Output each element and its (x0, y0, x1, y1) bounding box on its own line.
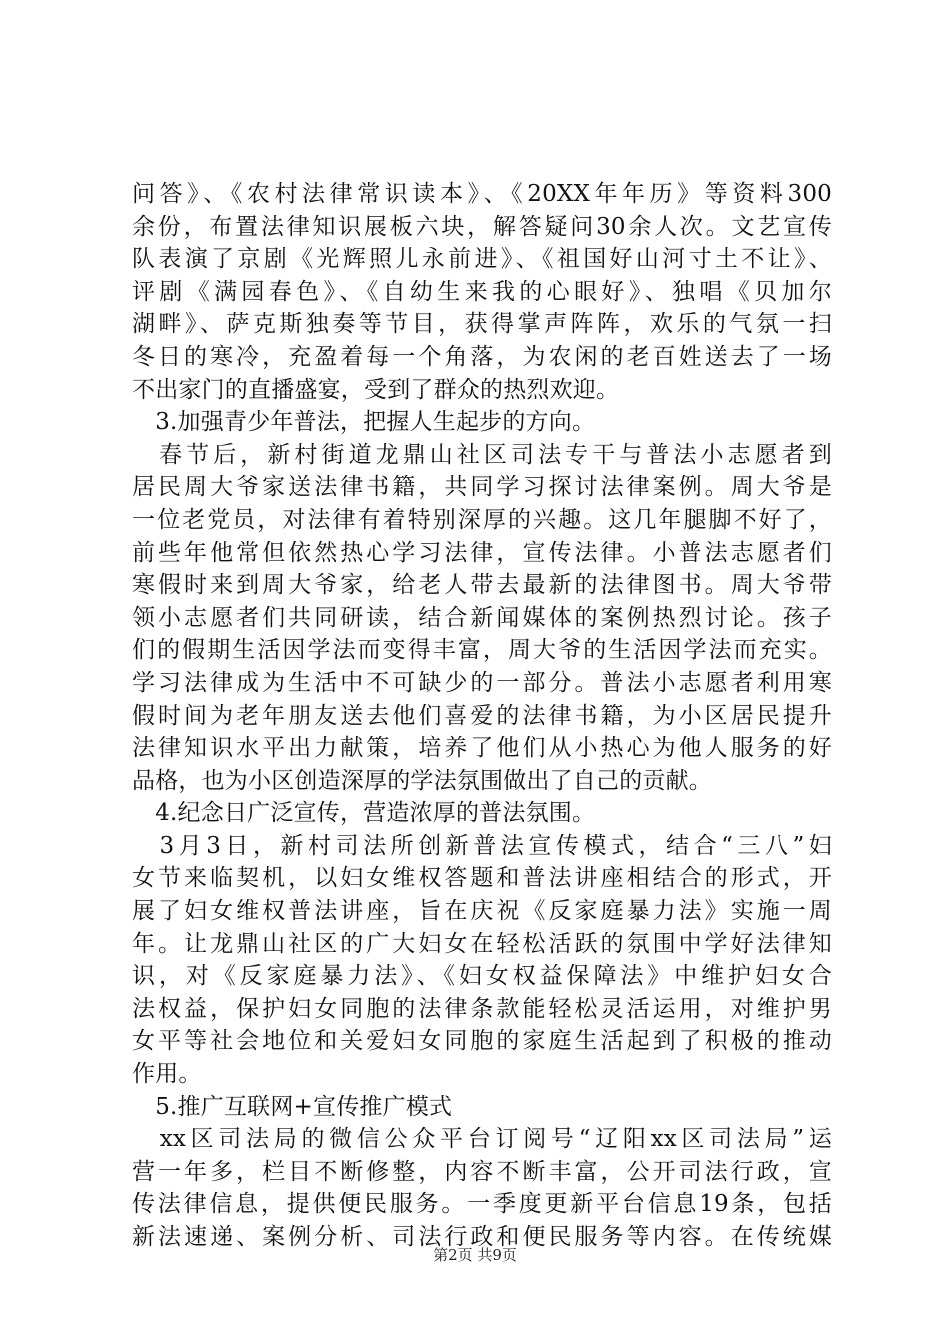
text-line: 营一年多，栏目不断修整，内容不断丰富，公开司法行政，宣 (132, 1158, 832, 1185)
text-line: 传法律信息，提供便民服务。一季度更新平台信息19条，包括 (132, 1191, 832, 1218)
text-line: 余份，布置法律知识展板六块，解答疑问30余人次。文艺宣传 (132, 213, 832, 240)
text-line: 法权益，保护妇女同胞的法律条款能轻松灵活运用，对维护男 (132, 995, 832, 1022)
text-line: 3月3日，新村司法所创新普法宣传模式，结合“三八”妇 (132, 832, 832, 859)
text-line: 年。让龙鼎山社区的广大妇女在轻松活跃的氛围中学好法律知 (132, 930, 832, 957)
text-line: 假时间为老年朋友送去他们喜爱的法律书籍，为小区居民提升 (132, 702, 832, 729)
text-line: 寒假时来到周大爷家，给老人带去最新的法律图书。周大爷带 (132, 572, 832, 599)
text-line: 前些年他常但依然热心学习法律，宣传法律。小普法志愿者们 (132, 539, 832, 566)
text-line: 们的假期生活因学法而变得丰富，周大爷的生活因学法而充实。 (132, 637, 832, 664)
text-line: 法律知识水平出力献策，培养了他们从小热心为他人服务的好 (132, 735, 832, 762)
text-line: 识，对《反家庭暴力法》、《妇女权益保障法》中维护妇女合 (132, 963, 832, 990)
text-line: 学习法律成为生活中不可缺少的一部分。普法小志愿者利用寒 (132, 669, 832, 696)
text-line: 新法速递、案例分析、司法行政和便民服务等内容。在传统媒 (132, 1224, 832, 1250)
section-heading: 4.纪念日广泛宣传，营造浓厚的普法氛围。 (132, 800, 596, 827)
document-body (132, 178, 832, 1254)
page-footer (0, 1245, 950, 1265)
text-line: 女节来临契机，以妇女维权答题和普法讲座相结合的形式，开 (132, 865, 832, 892)
text-line: 湖畔》、萨克斯独奏等节目，获得掌声阵阵，欢乐的气氛一扫 (132, 311, 832, 338)
text-line: 居民周大爷家送法律书籍，共同学习探讨法律案例。周大爷是 (132, 474, 832, 501)
text-line: 领小志愿者们共同研读，结合新闻媒体的案例热烈讨论。孩子 (132, 604, 832, 631)
text-line: 评剧《满园春色》、《自幼生来我的心眼好》、独唱《贝加尔 (132, 278, 832, 305)
text-line: 女平等社会地位和关爱妇女同胞的家庭生活起到了积极的推动 (132, 1028, 832, 1055)
section-heading: 5.推广互联网+宣传推广模式 (132, 1093, 453, 1120)
section-heading: 3.加强青少年普法，把握人生起步的方向。 (132, 409, 596, 436)
text-line: 春节后，新村街道龙鼎山社区司法专干与普法小志愿者到 (132, 441, 832, 468)
text-line: 作用。 (132, 1061, 202, 1088)
text-line: 一位老党员，对法律有着特别深厚的兴趣。这几年腿脚不好了， (132, 506, 832, 533)
text-line: 冬日的寒冷，充盈着每一个角落，为农闲的老百姓送去了一场 (132, 343, 832, 370)
text-line: 问答》、《农村法律常识读本》、《20XX年年历》等资料300 (132, 181, 832, 207)
page-number-label: 第2页 共9页 (433, 1246, 517, 1264)
text-line: 队表演了京剧《光辉照儿永前进》、《祖国好山河寸土不让》、 (132, 246, 832, 273)
text-line: 展了妇女维权普法讲座，旨在庆祝《反家庭暴力法》实施一周 (132, 898, 832, 925)
text-line: 不出家门的直播盛宴，受到了群众的热烈欢迎。 (132, 376, 620, 403)
text-line: xx区司法局的微信公众平台订阅号“辽阳xx区司法局”运 (132, 1126, 832, 1153)
text-line: 品格，也为小区创造深厚的学法氛围做出了自己的贡献。 (132, 767, 712, 794)
